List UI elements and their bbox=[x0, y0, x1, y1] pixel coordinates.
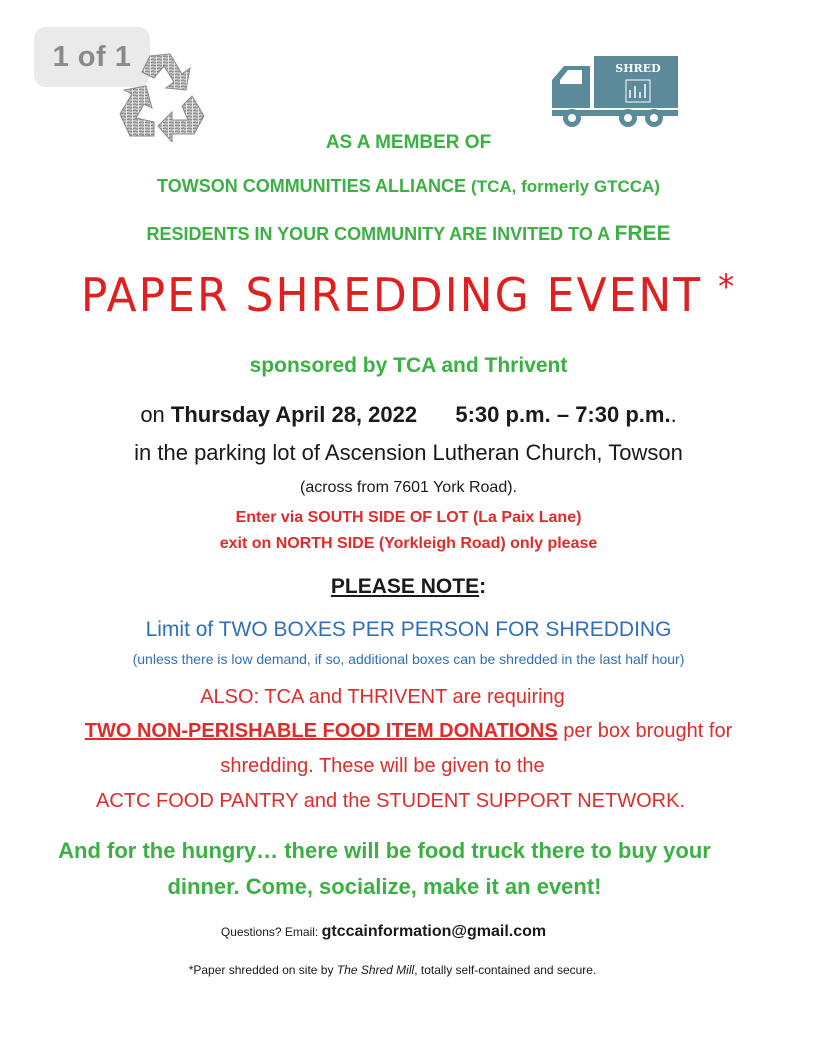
sponsor-line: sponsored by TCA and Thrivent bbox=[249, 354, 568, 377]
exit-line: exit on NORTH SIDE (Yorkleigh Road) only please bbox=[219, 535, 598, 552]
hungry-line-1: And for the hungry… there will be food truck there to buy your bbox=[58, 838, 711, 863]
footnote-prefix: *Paper shredded on site by bbox=[188, 963, 334, 977]
event-title-asterisk: * bbox=[718, 266, 737, 307]
truck-label: SHRED bbox=[615, 62, 661, 75]
note-colon: : bbox=[479, 575, 487, 598]
shred-truck-icon bbox=[550, 54, 678, 128]
shredding-line: shredding. These will be given to the bbox=[220, 755, 545, 777]
invite-line bbox=[0, 222, 817, 246]
event-date: Thursday April 28, 2022 bbox=[170, 402, 418, 427]
alliance-line bbox=[0, 176, 817, 197]
date-line bbox=[0, 402, 817, 428]
page-indicator: 1 of 1 bbox=[34, 27, 150, 87]
limit-subtext: (unless there is low demand, if so, additional boxes can be shredded in the last half hour) bbox=[132, 651, 685, 667]
footnote-suffix: , totally self-contained and secure. bbox=[414, 963, 597, 977]
across-from-line: (across from 7601 York Road). bbox=[300, 479, 517, 496]
location-line: in the parking lot of Ascension Lutheran Church, Towson bbox=[134, 440, 683, 465]
recycle-icon bbox=[112, 46, 212, 142]
questions-label: Questions? Email: bbox=[220, 925, 319, 939]
donation-emphasis: TWO NON-PERISHABLE FOOD ITEM DONATIONS bbox=[84, 720, 558, 742]
note-heading-text: PLEASE NOTE bbox=[330, 575, 480, 598]
footnote bbox=[0, 963, 801, 977]
note-heading bbox=[0, 575, 817, 599]
invite-text: RESIDENTS IN YOUR COMMUNITY ARE INVITED TO A bbox=[146, 224, 610, 244]
pantry-line: ACTC FOOD PANTRY and the STUDENT SUPPORT NETWORK. bbox=[95, 790, 685, 812]
donation-rest: per box brought for bbox=[563, 720, 733, 742]
event-title bbox=[0, 267, 817, 323]
date-suffix: . bbox=[670, 402, 677, 427]
hungry-line-2: dinner. Come, socialize, make it an event! bbox=[167, 874, 602, 899]
date-prefix: on bbox=[140, 402, 165, 427]
member-line: AS A MEMBER OF bbox=[325, 132, 492, 153]
event-time: 5:30 p.m. – 7:30 p.m. bbox=[455, 402, 671, 427]
alliance-name: TOWSON COMMUNITIES ALLIANCE bbox=[157, 176, 467, 196]
free-word: FREE bbox=[614, 222, 671, 245]
enter-line: Enter via SOUTH SIDE OF LOT (La Paix Lane) bbox=[235, 509, 582, 526]
contact-email[interactable]: gtccainformation@gmail.com bbox=[321, 923, 547, 940]
also-line: ALSO: TCA and THRIVENT are requiring bbox=[200, 686, 565, 708]
limit-line: Limit of TWO BOXES PER PERSON FOR SHREDDING bbox=[145, 618, 672, 641]
event-title-text: PAPER SHREDDING EVENT bbox=[80, 268, 703, 323]
alliance-paren: (TCA, formerly GTCCA) bbox=[471, 177, 660, 196]
footnote-company: The Shred Mill bbox=[336, 963, 415, 977]
questions-line bbox=[0, 923, 792, 941]
donation-line bbox=[0, 720, 817, 743]
